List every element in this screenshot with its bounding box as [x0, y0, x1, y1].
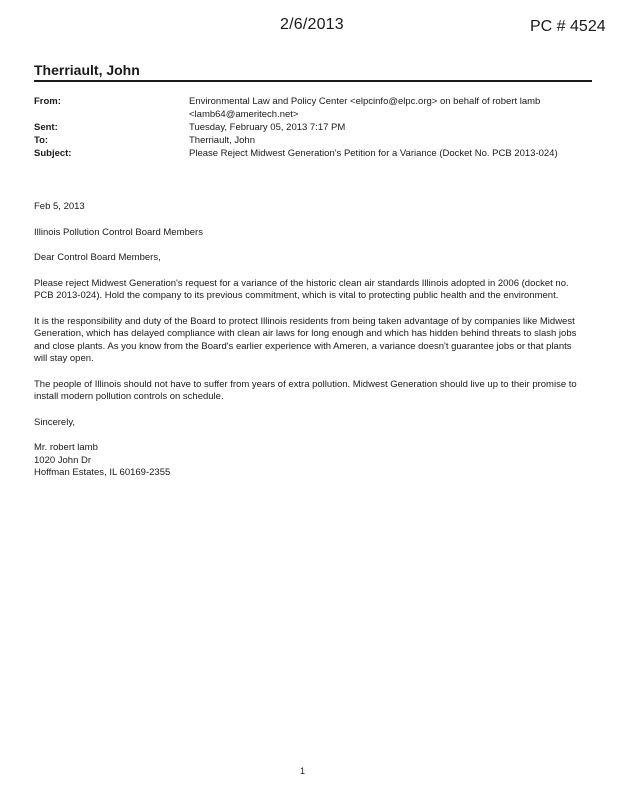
from-value-line1: Environmental Law and Policy Center <elpcinfo@elpc.org> on behalf of robert lamb [189, 96, 541, 107]
body-paragraph: Please reject Midwest Generation's request for a variance of the historic clean air standards Illinois adopted in 2006 (docket no. PCB 2013-024). Hold the company to its previous commitment, which is vital to protecting public health and the environment. [34, 277, 569, 301]
signature-name: Mr. robert lamb [34, 442, 98, 453]
from-value [189, 95, 594, 121]
email-header [34, 95, 594, 160]
sent-row [34, 121, 594, 134]
body-paragraph: The people of Illinois should not have to suffer from years of extra pollution. Midwest Generation should live up to their promise to install modern pollution controls on schedule. [34, 378, 577, 402]
body-paragraph: It is the responsibility and duty of the Board to protect Illinois residents from being taken advantage of by companies like Midwest Generation, which has delayed compliance with clean air laws for long enough and which has hidden behind threats to slash jobs and close plants. As you know from the Board's earlier experience with Ameren, a variance doesn't guarantee jobs or that plants will stay open. [34, 315, 577, 364]
stamp-date: 2/6/2013 [280, 16, 344, 33]
owner-divider [34, 80, 592, 82]
to-row [34, 134, 594, 147]
page-number: 1 [300, 766, 306, 776]
subject-row [34, 147, 594, 160]
letter-recipient: Illinois Pollution Control Board Members [34, 226, 203, 238]
signature-street: 1020 John Dr [34, 454, 92, 466]
email-body [34, 201, 582, 480]
to-label: To: [34, 135, 49, 146]
sent-label: Sent: [34, 122, 58, 133]
mailbox-owner-name: Therriault, John [34, 62, 140, 78]
signature-city: Hoffman Estates, IL 60169-2355 [34, 467, 171, 478]
from-value-line2: <lamb64@ameritech.net> [189, 109, 299, 120]
pc-number-stamp: PC # 4524 [530, 18, 606, 35]
subject-label: Subject: [34, 148, 72, 159]
letter-date: Feb 5, 2013 [34, 201, 85, 212]
signature-block [34, 442, 582, 480]
from-label: From: [34, 96, 61, 107]
sent-value: Tuesday, February 05, 2013 7:17 PM [189, 122, 346, 133]
from-row [34, 95, 594, 121]
subject-value: Please Reject Midwest Generation's Petition for a Variance (Docket No. PCB 2013-024) [189, 148, 558, 159]
letter-closing: Sincerely, [34, 416, 76, 428]
to-value: Therriault, John [189, 135, 256, 146]
letter-salutation: Dear Control Board Members, [34, 252, 161, 263]
